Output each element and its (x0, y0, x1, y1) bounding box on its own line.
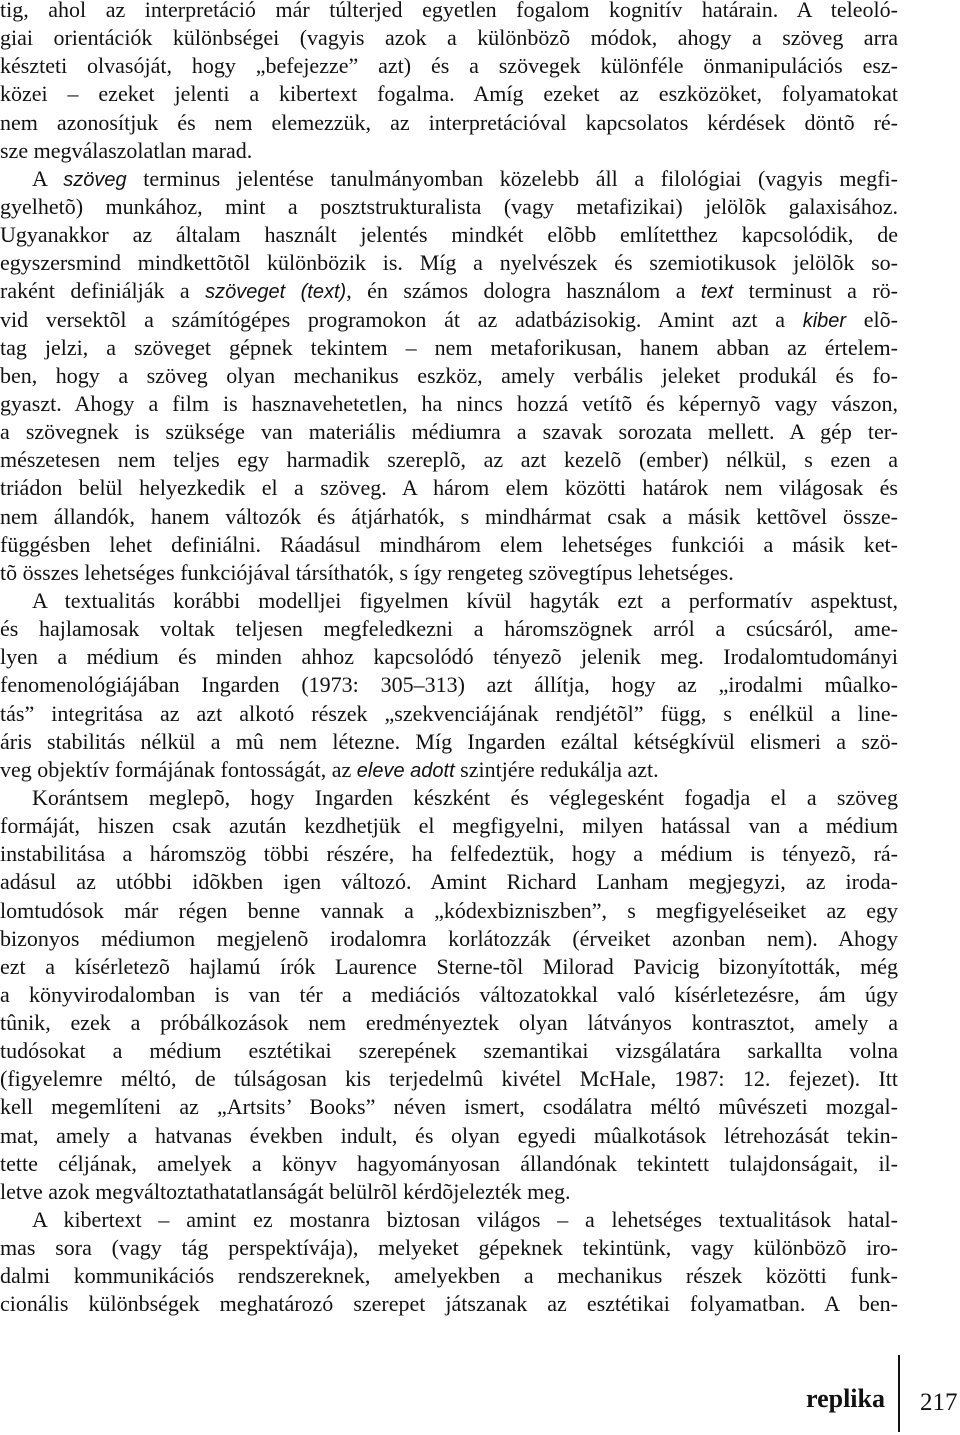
text-line: nem azonosítjuk és nem elemezzük, az interpretációval kapcsolatos kérdések döntõ ré- (0, 109, 898, 135)
text-segment: elõ- (846, 306, 898, 332)
text-line: giai orientációk különbségei (vagyis azok a különbözõ módok, ahogy a szöveg arra (0, 25, 898, 51)
text-line: instabilitása a háromszög többi részére, ha felfedeztük, hogy a médium is tényezõ, rá- (0, 841, 898, 867)
footer-divider (898, 1355, 900, 1432)
text-line: mas sora (vagy tág perspektívája), melyeket gépeknek tekintünk, vagy különbözõ iro- (0, 1235, 898, 1261)
text-segment: A (32, 165, 64, 191)
text-line: sze megválaszolatlan marad. (0, 137, 253, 163)
text-segment: raként definiálják a (0, 278, 206, 304)
text-line: dalmi kommunikációs rendszereknek, amelyekben a mechanikus részek közötti funk- (0, 1263, 898, 1289)
paragraph (0, 1206, 898, 1319)
text-line: nem állandók, hanem változók és átjárhatók, s mindhármat csak a másik kettõvel össze- (0, 503, 898, 529)
text-line (0, 756, 898, 784)
text-line: lomtudósok már régen benne vannak a „kódexbizniszben”, s megfigyeléseiket az egy (0, 897, 898, 923)
emphasis-text: kiber (802, 309, 847, 332)
text-line: Ugyanakkor az általam használt jelentés mindkét elõbb említetthez kapcsolódik, de (0, 222, 898, 248)
text-segment: terminust a rö- (733, 278, 898, 304)
page-number: 217 (920, 1389, 958, 1416)
text-line: tás” integritása az azt alkotó részek „szekvenciájának rendjétõl” függ, s enélkül a line- (0, 700, 898, 726)
text-line: tag jelzi, a szöveget gépnek tekintem – nem metaforikusan, hanem abban az értelem- (0, 334, 898, 360)
text-line: a könyvirodalomban is van tér a mediációs változatokkal való kísérletezésre, ám úgy (0, 981, 898, 1007)
paragraph (0, 165, 898, 587)
text-line: (figyelemre méltó, de túlságosan kis terjedelmû kivétel McHale, 1987: 12. fejezet). Itt (0, 1066, 898, 1092)
text-line: ezt a kísérletezõ hajlamú írók Laurence Sterne-tõl Milorad Pavicig bizonyították, még (0, 953, 898, 979)
text-line: A kibertext – amint ez mostanra biztosan világos – a lehetséges textualitások hatal- (32, 1207, 898, 1233)
text-line: egyszersmind mindkettõtõl különbözik is. Míg a nyelvészek és szemiotikusok jelölõk so- (0, 250, 898, 276)
text-line: cionális különbségek meghatározó szerepet játszanak az esztétikai folyamatban. A ben- (0, 1291, 898, 1317)
text-line: gyelhetõ) munkához, mint a posztstrukturalista (vagy metafizikai) jelölõk galaxisához. (0, 193, 898, 219)
text-segment: terminus jelentése tanulmányomban közelebb áll a filológiai (vagyis megfi- (126, 165, 898, 191)
text-line: tûnik, ezek a próbálkozások nem eredményeztek olyan látványos kontrasztot, amely a (0, 1010, 898, 1036)
text-line: mat, amely a hatvanas években indult, és olyan egyedi mûalkotások létrehozását tekin- (0, 1122, 898, 1148)
text-line: tõ összes lehetséges funkciójával társíthatók, s így rengeteg szövegtípus lehetséges. (0, 559, 734, 585)
text-line: kell megemlíteni az „Artsits’ Books” néven ismert, csodálatra méltó mûvészeti mozgal- (0, 1094, 898, 1120)
text-segment: vid versektõl a számítógépes programokon át az adatbázisokig. Amint azt a (0, 306, 803, 332)
emphasis-text: szöveg (63, 168, 127, 191)
text-line: triádon belül helyezkedik el a szöveg. A három elem közötti határok nem világosak és (0, 475, 898, 501)
text-line: ben, hogy a szöveg olyan mechanikus eszköz, amely verbális jeleket produkál és fo- (0, 362, 898, 388)
text-line: a szövegnek is szüksége van materiális médiumra a szavak sorozata mellett. A gép ter- (0, 419, 898, 445)
text-line (0, 165, 898, 193)
text-line: letve azok megváltoztathatatlanságát belülrõl kérdõjelezték meg. (0, 1178, 571, 1204)
emphasis-text: text (700, 281, 734, 304)
text-line: tudósokat a médium esztétikai szerepének szemantikai vizsgálatára sarkallta volna (0, 1038, 898, 1064)
text-segment: veg objektív formájának fontosságát, az (0, 756, 357, 782)
paragraph (0, 0, 898, 165)
text-line: tig, ahol az interpretáció már túlterjed egyetlen fogalom kognitív határain. A teleoló- (0, 0, 898, 22)
text-line: áris stabilitás nélkül a mû nem létezne. Míg Ingarden ezáltal kétségkívül elismeri a szö- (0, 728, 898, 754)
text-line: adásul az utóbbi idõkben igen változó. Amint Richard Lanham megjegyzi, az iroda- (0, 869, 898, 895)
text-line: függésben lehet definiálni. Ráadásul mindhárom elem lehetséges funkciói a másik ket- (0, 531, 898, 557)
emphasis-text: szöveget (text) (205, 281, 347, 304)
text-line: Korántsem meglepõ, hogy Ingarden készként és véglegesként fogadja el a szöveg (32, 784, 898, 810)
journal-name: replika (806, 1384, 885, 1413)
text-line: fenomenológiájában Ingarden (1973: 305–313) azt állítja, hogy az „irodalmi mûalko- (0, 672, 898, 698)
text-line: tette céljának, amelyek a könyv hagyományosan állandónak tekintett tulajdonságait, il- (0, 1150, 898, 1176)
paragraph (0, 784, 898, 1206)
text-line (0, 306, 898, 334)
text-line: közei – ezeket jelenti a kibertext fogalma. Amíg ezeket az eszközöket, folyamatokat (0, 81, 898, 107)
text-segment: szintjére redukálja azt. (454, 756, 659, 782)
text-line: formáját, hiszen csak azután kezdhetjük el megfigyelni, milyen hatással van a médium (0, 813, 898, 839)
text-line: gyaszt. Ahogy a film is hasznavehetetlen, ha nincs hozzá vetítõ és képernyõ vagy vászon, (0, 390, 898, 416)
text-line: mészetesen nem teljes egy harmadik szereplõ, az azt kezelõ (ember) nélkül, s ezen a (0, 447, 898, 473)
text-line: bizonyos médiumon megjelenõ irodalomra korlátozzák (érveiket azonban nem). Ahogy (0, 925, 898, 951)
emphasis-text: eleve adott (356, 759, 455, 782)
text-line: és hajlamosak voltak teljesen megfeledkezni a háromszögnek arról a csúcsáról, ame- (0, 616, 898, 642)
text-line: lyen a médium és minden ahhoz kapcsolódó tényezõ jelenik meg. Irodalomtudományi (0, 644, 898, 670)
text-segment: , én számos dologra használom a (346, 278, 701, 304)
text-line (0, 277, 898, 305)
text-line: A textualitás korábbi modelljei figyelmen kívül hagyták ezt a performatív aspektust, (32, 587, 898, 613)
text-line: készteti olvasóját, hogy „befejezze” azt) és a szövegek különféle önmanipulációs esz- (0, 53, 898, 79)
paragraph (0, 587, 898, 784)
